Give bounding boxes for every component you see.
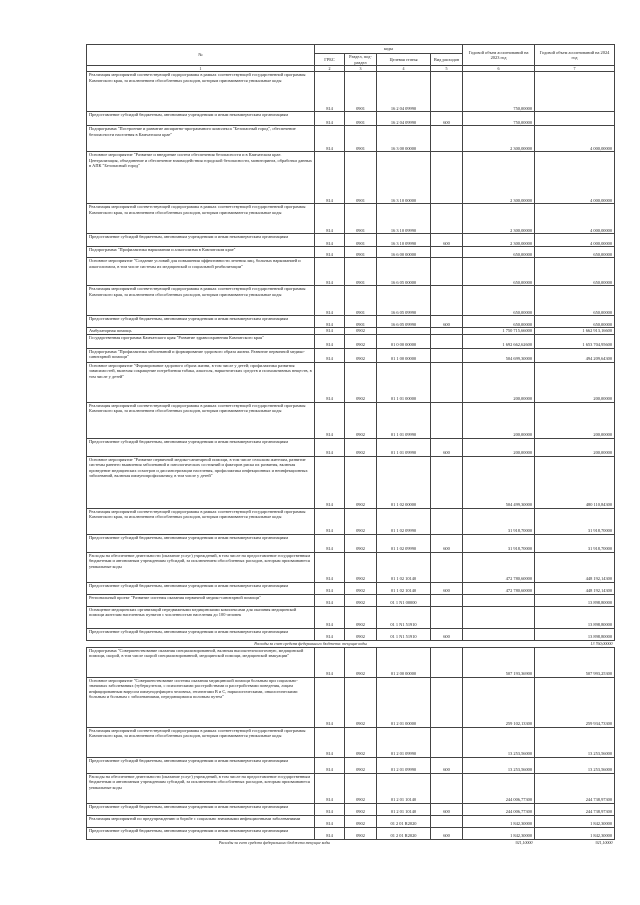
- row-grbs: 814: [315, 534, 345, 552]
- header-codes: коды: [315, 45, 463, 54]
- index-6: 6: [463, 66, 535, 72]
- row-section: 0902: [345, 727, 377, 757]
- row-amount-2023: 1 842,30000: [463, 815, 535, 827]
- row-amount-2023: 31 918,70000: [463, 534, 535, 552]
- row-name: Основное мероприятие "Формирование здорового образа жизни, в том числе у детей; профилактика развития зависимостей, включая сокращение потребления табака, алкоголя, наркотических средств и психоактивных веществ, в том числе у детей": [87, 362, 315, 402]
- row-vid: [431, 204, 463, 234]
- footer-amount-2023: 921,10000: [515, 840, 533, 846]
- row-amount-2024: 200,00000: [535, 362, 615, 402]
- row-name: Расходы на обеспечение деятельности (оказание услуг) учреждений, в том числе на предоставление государственным бюджетным и автономным учреждениям субсидий, за исключением обособленных расходов, которым присваиваются уникальные коды: [87, 552, 315, 582]
- row-target: 16 6 00 00000: [377, 247, 431, 258]
- row-grbs: 814: [315, 126, 345, 152]
- row-section: 0901: [345, 152, 377, 204]
- table-row: [87, 152, 615, 204]
- row-section: 0902: [345, 677, 377, 727]
- row-name: Предоставление субсидий бюджетным, автономным учреждениям и иным некоммерческим организациям: [87, 534, 315, 552]
- row-amount-2024: 650,00000: [535, 286, 615, 316]
- index-4: 4: [377, 66, 431, 72]
- row-amount-2024: 13 898,80000: [535, 628, 615, 640]
- row-grbs: 814: [315, 112, 345, 126]
- row-vid: [431, 815, 463, 827]
- row-name: Амбулаторная помощь: [87, 328, 315, 334]
- row-vid: [431, 286, 463, 316]
- row-target: 16 6 05 09990: [377, 316, 431, 328]
- row-section: 0902: [345, 334, 377, 348]
- table-row: [87, 628, 615, 640]
- note-row: [87, 640, 615, 647]
- row-amount-2024: 4 000,00000: [535, 204, 615, 234]
- row-amount-2023: 650,00000: [463, 258, 535, 286]
- table-row: [87, 827, 615, 839]
- row-amount-2023: 2 300,00000: [463, 234, 535, 247]
- row-section: 0901: [345, 247, 377, 258]
- row-amount-2024: 13 253,56000: [535, 727, 615, 757]
- table-row: [87, 815, 615, 827]
- footer-note-row: [87, 839, 615, 846]
- row-amount-2023: 504 699,30000: [463, 348, 535, 362]
- row-section: 0902: [345, 328, 377, 334]
- row-grbs: 814: [315, 348, 345, 362]
- row-section: 0902: [345, 582, 377, 594]
- row-vid: [431, 72, 463, 112]
- row-section: 0902: [345, 402, 377, 438]
- row-amount-2023: 200,00000: [463, 362, 535, 402]
- row-target: 01 1 N1 51910: [377, 628, 431, 640]
- row-section: 0901: [345, 204, 377, 234]
- row-amount-2024: 13 253,56000: [535, 757, 615, 773]
- table-row: [87, 508, 615, 534]
- index-7: 7: [535, 66, 615, 72]
- row-section: 0902: [345, 815, 377, 827]
- row-name: Предоставление субсидий бюджетным, автономным учреждениям и иным некоммерческим организациям: [87, 112, 315, 126]
- row-amount-2023: 504 499,30000: [463, 456, 535, 508]
- row-amount-2024: 1 662 913,16600: [535, 328, 615, 334]
- row-section: 0902: [345, 647, 377, 677]
- row-name: Предоставление субсидий бюджетным, автономным учреждениям и иным некоммерческим организациям: [87, 628, 315, 640]
- row-amount-2024: 31 918,70000: [535, 508, 615, 534]
- row-name: Реализация мероприятий соответствующей подпрограммы в рамках соответствующей государственной программы Камчатского края, за исключением обособленных расходов, которым присваиваются уникальные коды: [87, 508, 315, 534]
- row-target: 01 2 00 00000: [377, 647, 431, 677]
- row-name: Подпрограмма "Профилактика наркомании и алкоголизма в Камчатском крае": [87, 247, 315, 258]
- row-target: 01 1 01 00000: [377, 362, 431, 402]
- row-section: 0902: [345, 803, 377, 815]
- budget-table: [86, 44, 615, 846]
- row-amount-2024: 448 192,14300: [535, 582, 615, 594]
- row-vid: [431, 647, 463, 677]
- index-3: 3: [345, 66, 377, 72]
- row-name: Предоставление субсидий бюджетным, автономным учреждениям и иным некоммерческим организациям: [87, 757, 315, 773]
- table-row: [87, 72, 615, 112]
- row-target: 01 2 01 R2020: [377, 815, 431, 827]
- header-year-2023: Годовой объем ассигнований на 2023 год: [463, 45, 535, 66]
- row-target: 01 2 01 10140: [377, 773, 431, 803]
- note-text: Расходы за счет средств федерального бюджета: текущие коды: [254, 641, 367, 647]
- row-amount-2023: 472 780,60000: [463, 552, 535, 582]
- row-grbs: 814: [315, 402, 345, 438]
- row-amount-2024: 4 000,00000: [535, 152, 615, 204]
- row-section: 0901: [345, 126, 377, 152]
- table-row: [87, 606, 615, 628]
- row-section: 0902: [345, 362, 377, 402]
- row-grbs: 814: [315, 594, 345, 606]
- row-name: Основное мероприятие "Создание условий для повышения эффективности лечения лиц, больных наркоманией и алкоголизмом, в том числе системы их медицинской и социальной реабилитации": [87, 258, 315, 286]
- table-row: [87, 552, 615, 582]
- row-grbs: 814: [315, 334, 345, 348]
- row-amount-2024: 31 918,70000: [535, 534, 615, 552]
- row-vid: 600: [431, 757, 463, 773]
- row-target: 01 2 01 09990: [377, 757, 431, 773]
- row-target: 01 2 01 00000: [377, 677, 431, 727]
- row-amount-2023: [463, 594, 535, 606]
- table-row: [87, 204, 615, 234]
- row-grbs: 814: [315, 234, 345, 247]
- row-vid: [431, 508, 463, 534]
- row-vid: 600: [431, 112, 463, 126]
- row-amount-2024: 650,00000: [535, 247, 615, 258]
- row-name: Расходы на обеспечение деятельности (оказание услуг) учреждений, в том числе на предоставление государственным бюджетным и автономным учреждениям субсидий, за исключением обособленных расходов, которым присваиваются уникальные коды: [87, 773, 315, 803]
- row-name: Региональный проект "Развитие системы оказания первичной медико-санитарной помощи": [87, 594, 315, 606]
- row-target: 01 2 01 09990: [377, 727, 431, 757]
- row-name: Предоставление субсидий бюджетным, автономным учреждениям и иным некоммерческим организациям: [87, 234, 315, 247]
- row-amount-2023: 2 300,00000: [463, 204, 535, 234]
- row-vid: [431, 402, 463, 438]
- row-target: 16 2 04 09990: [377, 72, 431, 112]
- row-section: 0902: [345, 508, 377, 534]
- row-grbs: 814: [315, 258, 345, 286]
- table-row: [87, 247, 615, 258]
- row-name: Реализация мероприятий соответствующей подпрограммы в рамках соответствующей государственной программы Камчатского края, за исключением обособленных расходов, которым присваиваются уникальные коды: [87, 72, 315, 112]
- row-section: 0902: [345, 594, 377, 606]
- row-amount-2023: 650,00000: [463, 286, 535, 316]
- row-vid: 600: [431, 827, 463, 839]
- row-target: 01 1 01 09990: [377, 402, 431, 438]
- row-amount-2024: 1 842,30000: [535, 827, 615, 839]
- header-section: Раздел, под-раздел: [345, 54, 377, 66]
- row-vid: 600: [431, 803, 463, 815]
- row-grbs: 814: [315, 328, 345, 334]
- row-amount-2024: 4 000,00000: [535, 234, 615, 247]
- row-amount-2024: 1 653 704,95600: [535, 334, 615, 348]
- table-row: [87, 594, 615, 606]
- row-amount-2024: 1 842,30000: [535, 815, 615, 827]
- row-vid: [431, 606, 463, 628]
- header-grbs: ГРБС: [315, 54, 345, 66]
- index-5: 5: [431, 66, 463, 72]
- row-amount-2024: 13 898,80000: [535, 594, 615, 606]
- row-vid: [431, 594, 463, 606]
- row-target: 16 2 04 09990: [377, 112, 431, 126]
- row-amount-2023: 750,00000: [463, 72, 535, 112]
- row-target: 16 3 00 00000: [377, 126, 431, 152]
- footer-amount-2024: 921,10000: [595, 840, 613, 846]
- row-grbs: 814: [315, 815, 345, 827]
- row-grbs: 814: [315, 456, 345, 508]
- row-amount-2023: 750,00000: [463, 112, 535, 126]
- row-section: 0901: [345, 112, 377, 126]
- row-name: Предоставление субсидий бюджетным, автономным учреждениям и иным некоммерческим организациям: [87, 803, 315, 815]
- header-target: Целевая статья: [377, 54, 431, 66]
- row-vid: 600: [431, 534, 463, 552]
- row-amount-2024: 13 898,80000: [535, 606, 615, 628]
- table-row: [87, 757, 615, 773]
- row-grbs: 814: [315, 72, 345, 112]
- row-vid: [431, 247, 463, 258]
- row-grbs: 814: [315, 677, 345, 727]
- row-target: 01 1 00 00000: [377, 348, 431, 362]
- row-target: 16 3 10 00000: [377, 152, 431, 204]
- row-amount-2023: [463, 628, 535, 640]
- row-amount-2024: 448 192,14300: [535, 552, 615, 582]
- row-name: Государственная программа Камчатского края "Развитие здравоохранения Камчатского края": [87, 334, 315, 348]
- row-amount-2024: 244 738,97300: [535, 803, 615, 815]
- row-target: 16 6 05 00000: [377, 258, 431, 286]
- row-target: 16 6 05 09990: [377, 286, 431, 316]
- row-vid: [431, 456, 463, 508]
- row-amount-2023: 1 750 715,66000: [463, 328, 535, 334]
- row-grbs: 814: [315, 362, 345, 402]
- row-amount-2023: 650,00000: [463, 247, 535, 258]
- row-vid: [431, 152, 463, 204]
- row-grbs: 814: [315, 286, 345, 316]
- row-amount-2023: [463, 606, 535, 628]
- row-grbs: 814: [315, 773, 345, 803]
- row-name: Подпрограмма "Построение и развитие аппаратно-программного комплекса "Безопасный город", обеспечение безопасности населения в Камчатском крае": [87, 126, 315, 152]
- row-section: 0902: [345, 438, 377, 456]
- row-section: 0902: [345, 773, 377, 803]
- row-name: Реализация мероприятий соответствующей подпрограммы в рамках соответствующей государственной программы Камчатского края, за исключением обособленных расходов, которым присваиваются уникальные коды: [87, 727, 315, 757]
- row-target: 01 0 00 00000: [377, 334, 431, 348]
- index-2: 2: [315, 66, 345, 72]
- row-vid: 600: [431, 628, 463, 640]
- table-row: [87, 362, 615, 402]
- row-name: Реализация мероприятий соответствующей подпрограммы в рамках соответствующей государственной программы Камчатского края, за исключением обособленных расходов, которым присваиваются уникальные коды: [87, 286, 315, 316]
- row-name: Реализация мероприятий по предупреждению и борьбе с социально значимыми инфекционными заболеваниями: [87, 815, 315, 827]
- row-target: 01 1 02 09990: [377, 508, 431, 534]
- row-vid: 600: [431, 234, 463, 247]
- row-grbs: 814: [315, 204, 345, 234]
- table-row: [87, 234, 615, 247]
- row-amount-2023: 13 253,56000: [463, 757, 535, 773]
- row-section: 0902: [345, 827, 377, 839]
- row-amount-2024: 200,00000: [535, 438, 615, 456]
- row-section: 0901: [345, 316, 377, 328]
- table-row: [87, 534, 615, 552]
- row-amount-2024: [535, 72, 615, 112]
- row-grbs: 814: [315, 727, 345, 757]
- row-grbs: 814: [315, 316, 345, 328]
- row-amount-2024: [535, 112, 615, 126]
- row-name: Предоставление субсидий бюджетным, автономным учреждениям и иным некоммерческим организациям: [87, 582, 315, 594]
- row-vid: [431, 677, 463, 727]
- row-grbs: 814: [315, 803, 345, 815]
- row-section: 0902: [345, 552, 377, 582]
- row-name: Подпрограмма "Профилактика заболеваний и формирование здорового образа жизни. Развитие первичной медико-санитарной помощи": [87, 348, 315, 362]
- row-section: 0901: [345, 286, 377, 316]
- table-row: [87, 582, 615, 594]
- row-grbs: 814: [315, 552, 345, 582]
- row-name: Основное мероприятие "Совершенствование системы оказания медицинской помощи больным при социально-значимых заболеваниях (туберкулезом, с психическими расстройствами и расстройствами поведения, лицам инфицированным вирусом иммунодефицита человека, гепатитами В и С, наркологическими, онкологическими больным и больным с заболеваниями, передающимися половым путем": [87, 677, 315, 727]
- row-amount-2024: 650,00000: [535, 316, 615, 328]
- index-1: 1: [87, 66, 315, 72]
- row-name: Реализация мероприятий соответствующей подпрограммы в рамках соответствующей государственной программы Камчатского края, за исключением обособленных расходов, которым присваиваются уникальные коды: [87, 402, 315, 438]
- row-amount-2023: 259 102,13300: [463, 677, 535, 727]
- row-section: 0902: [345, 456, 377, 508]
- header-year-2024: Годовой объем ассигнований на 2024 год: [535, 45, 615, 66]
- row-grbs: 814: [315, 647, 345, 677]
- row-name: Реализация мероприятий соответствующей подпрограммы в рамках соответствующей государственной программы Камчатского края, за исключением обособленных расходов, которым присваиваются уникальные коды: [87, 204, 315, 234]
- row-target: 16 3 10 09990: [377, 204, 431, 234]
- row-grbs: 814: [315, 606, 345, 628]
- row-amount-2023: 13 253,56000: [463, 727, 535, 757]
- row-section: 0901: [345, 72, 377, 112]
- row-amount-2024: 4 000,00000: [535, 126, 615, 152]
- row-amount-2024: 480 110,84300: [535, 456, 615, 508]
- row-target: 16 3 10 09990: [377, 234, 431, 247]
- row-vid: 600: [431, 438, 463, 456]
- row-target: 01 1 N1 51910: [377, 606, 431, 628]
- row-amount-2023: 2 300,00000: [463, 126, 535, 152]
- row-name: Подпрограмма "Совершенствование оказания специализированной, включая высокотехнологичную, медицинской помощи, скорой, в том числе скорой специализированной, медицинской помощи, медицинской эвакуации": [87, 647, 315, 677]
- row-amount-2024: 507 993,25300: [535, 647, 615, 677]
- row-grbs: 814: [315, 582, 345, 594]
- row-amount-2024: 244 738,97300: [535, 773, 615, 803]
- row-vid: [431, 348, 463, 362]
- row-vid: [431, 362, 463, 402]
- row-grbs: 814: [315, 628, 345, 640]
- table-row: [87, 647, 615, 677]
- row-section: 0902: [345, 348, 377, 362]
- table-row: [87, 677, 615, 727]
- table-row: [87, 456, 615, 508]
- row-section: 0901: [345, 258, 377, 286]
- table-row: [87, 286, 615, 316]
- row-amount-2024: 494 209,64300: [535, 348, 615, 362]
- row-vid: [431, 334, 463, 348]
- table-row: [87, 727, 615, 757]
- header-vid: Вид расходов: [431, 54, 463, 66]
- table-row: [87, 258, 615, 286]
- row-name: Предоставление субсидий бюджетным, автономным учреждениям и иным некоммерческим организациям: [87, 438, 315, 456]
- row-target: 01 2 01 10140: [377, 803, 431, 815]
- row-amount-2023: 507 193,36900: [463, 647, 535, 677]
- row-grbs: 814: [315, 508, 345, 534]
- row-amount-2024: 259 934,73300: [535, 677, 615, 727]
- row-section: 0902: [345, 628, 377, 640]
- table-row: [87, 316, 615, 328]
- row-grbs: 814: [315, 827, 345, 839]
- row-vid: [431, 552, 463, 582]
- table-row: [87, 402, 615, 438]
- row-amount-2023: 650,00000: [463, 316, 535, 328]
- row-name: Предоставление субсидий бюджетным, автономным учреждениям и иным некоммерческим организациям: [87, 827, 315, 839]
- table-row: [87, 126, 615, 152]
- row-vid: [431, 727, 463, 757]
- row-grbs: 814: [315, 247, 345, 258]
- header-name: №: [87, 45, 315, 66]
- row-amount-2023: 1 692 662,62600: [463, 334, 535, 348]
- row-vid: [431, 258, 463, 286]
- row-section: 0902: [345, 606, 377, 628]
- row-target: 01 1 N1 00000: [377, 594, 431, 606]
- row-target: 01 1 02 00000: [377, 456, 431, 508]
- row-amount-2023: 200,00000: [463, 438, 535, 456]
- row-grbs: 814: [315, 757, 345, 773]
- row-target: 01 1 02 10140: [377, 552, 431, 582]
- table-row: [87, 438, 615, 456]
- row-vid: [431, 126, 463, 152]
- table-row: [87, 773, 615, 803]
- row-target: 01 1 02 10140: [377, 582, 431, 594]
- row-target: 01 1 02 09990: [377, 534, 431, 552]
- row-amount-2023: 2 300,00000: [463, 152, 535, 204]
- table-row: [87, 348, 615, 362]
- budget-table-sheet: [86, 44, 614, 846]
- table-row: [87, 334, 615, 348]
- row-target: 01 2 01 R2020: [377, 827, 431, 839]
- row-name: Предоставление субсидий бюджетным, автономным учреждениям и иным некоммерческим организациям: [87, 316, 315, 328]
- table-row: [87, 112, 615, 126]
- table-row: [87, 803, 615, 815]
- row-name: Основное мероприятие "Развитие и внедрение систем обеспечения безопасности и в Камчатском крае. Централизация, объединение и обеспечение взаимодействия городской безопасности, мониторинга, обработки данных в АПК "Безопасный город": [87, 152, 315, 204]
- row-section: 0902: [345, 534, 377, 552]
- row-name: Основное мероприятие "Развитие первичной медико-санитарной помощи, в том числе сельским жителям, развитие системы раннего выявления заболеваний и патологических состояний и факторов риска их развития, включая проведение медицинских осмотров и диспансеризации населения, профилактика инфекционных и неинфекционных заболеваний, включая иммунопрофилактику, в том числе у детей": [87, 456, 315, 508]
- row-amount-2024: 200,00000: [535, 402, 615, 438]
- row-name: Оснащение медицинских организаций передвижными медицинскими комплексами для оказания медицинской помощи жителям населенных пунктов с численностью населения до 100 человек: [87, 606, 315, 628]
- row-amount-2023: 244 006,77300: [463, 773, 535, 803]
- budget-table-body: [87, 72, 615, 846]
- row-amount-2023: 244 006,77300: [463, 803, 535, 815]
- row-section: 0901: [345, 234, 377, 247]
- row-amount-2024: 650,00000: [535, 258, 615, 286]
- row-amount-2023: 31 918,70000: [463, 508, 535, 534]
- row-section: 0902: [345, 757, 377, 773]
- row-grbs: 814: [315, 152, 345, 204]
- footer-note-text: Расходы за счет средств федерального бюджета текущие коды: [218, 840, 331, 846]
- row-amount-2023: 200,00000: [463, 402, 535, 438]
- row-target: 01 1 01 09990: [377, 438, 431, 456]
- row-grbs: 814: [315, 438, 345, 456]
- row-amount-2023: 1 842,30000: [463, 827, 535, 839]
- note-amount: 13 760,00000: [590, 641, 613, 647]
- row-amount-2023: 472 780,60000: [463, 582, 535, 594]
- row-vid: 600: [431, 316, 463, 328]
- row-vid: 600: [431, 582, 463, 594]
- row-vid: [431, 773, 463, 803]
